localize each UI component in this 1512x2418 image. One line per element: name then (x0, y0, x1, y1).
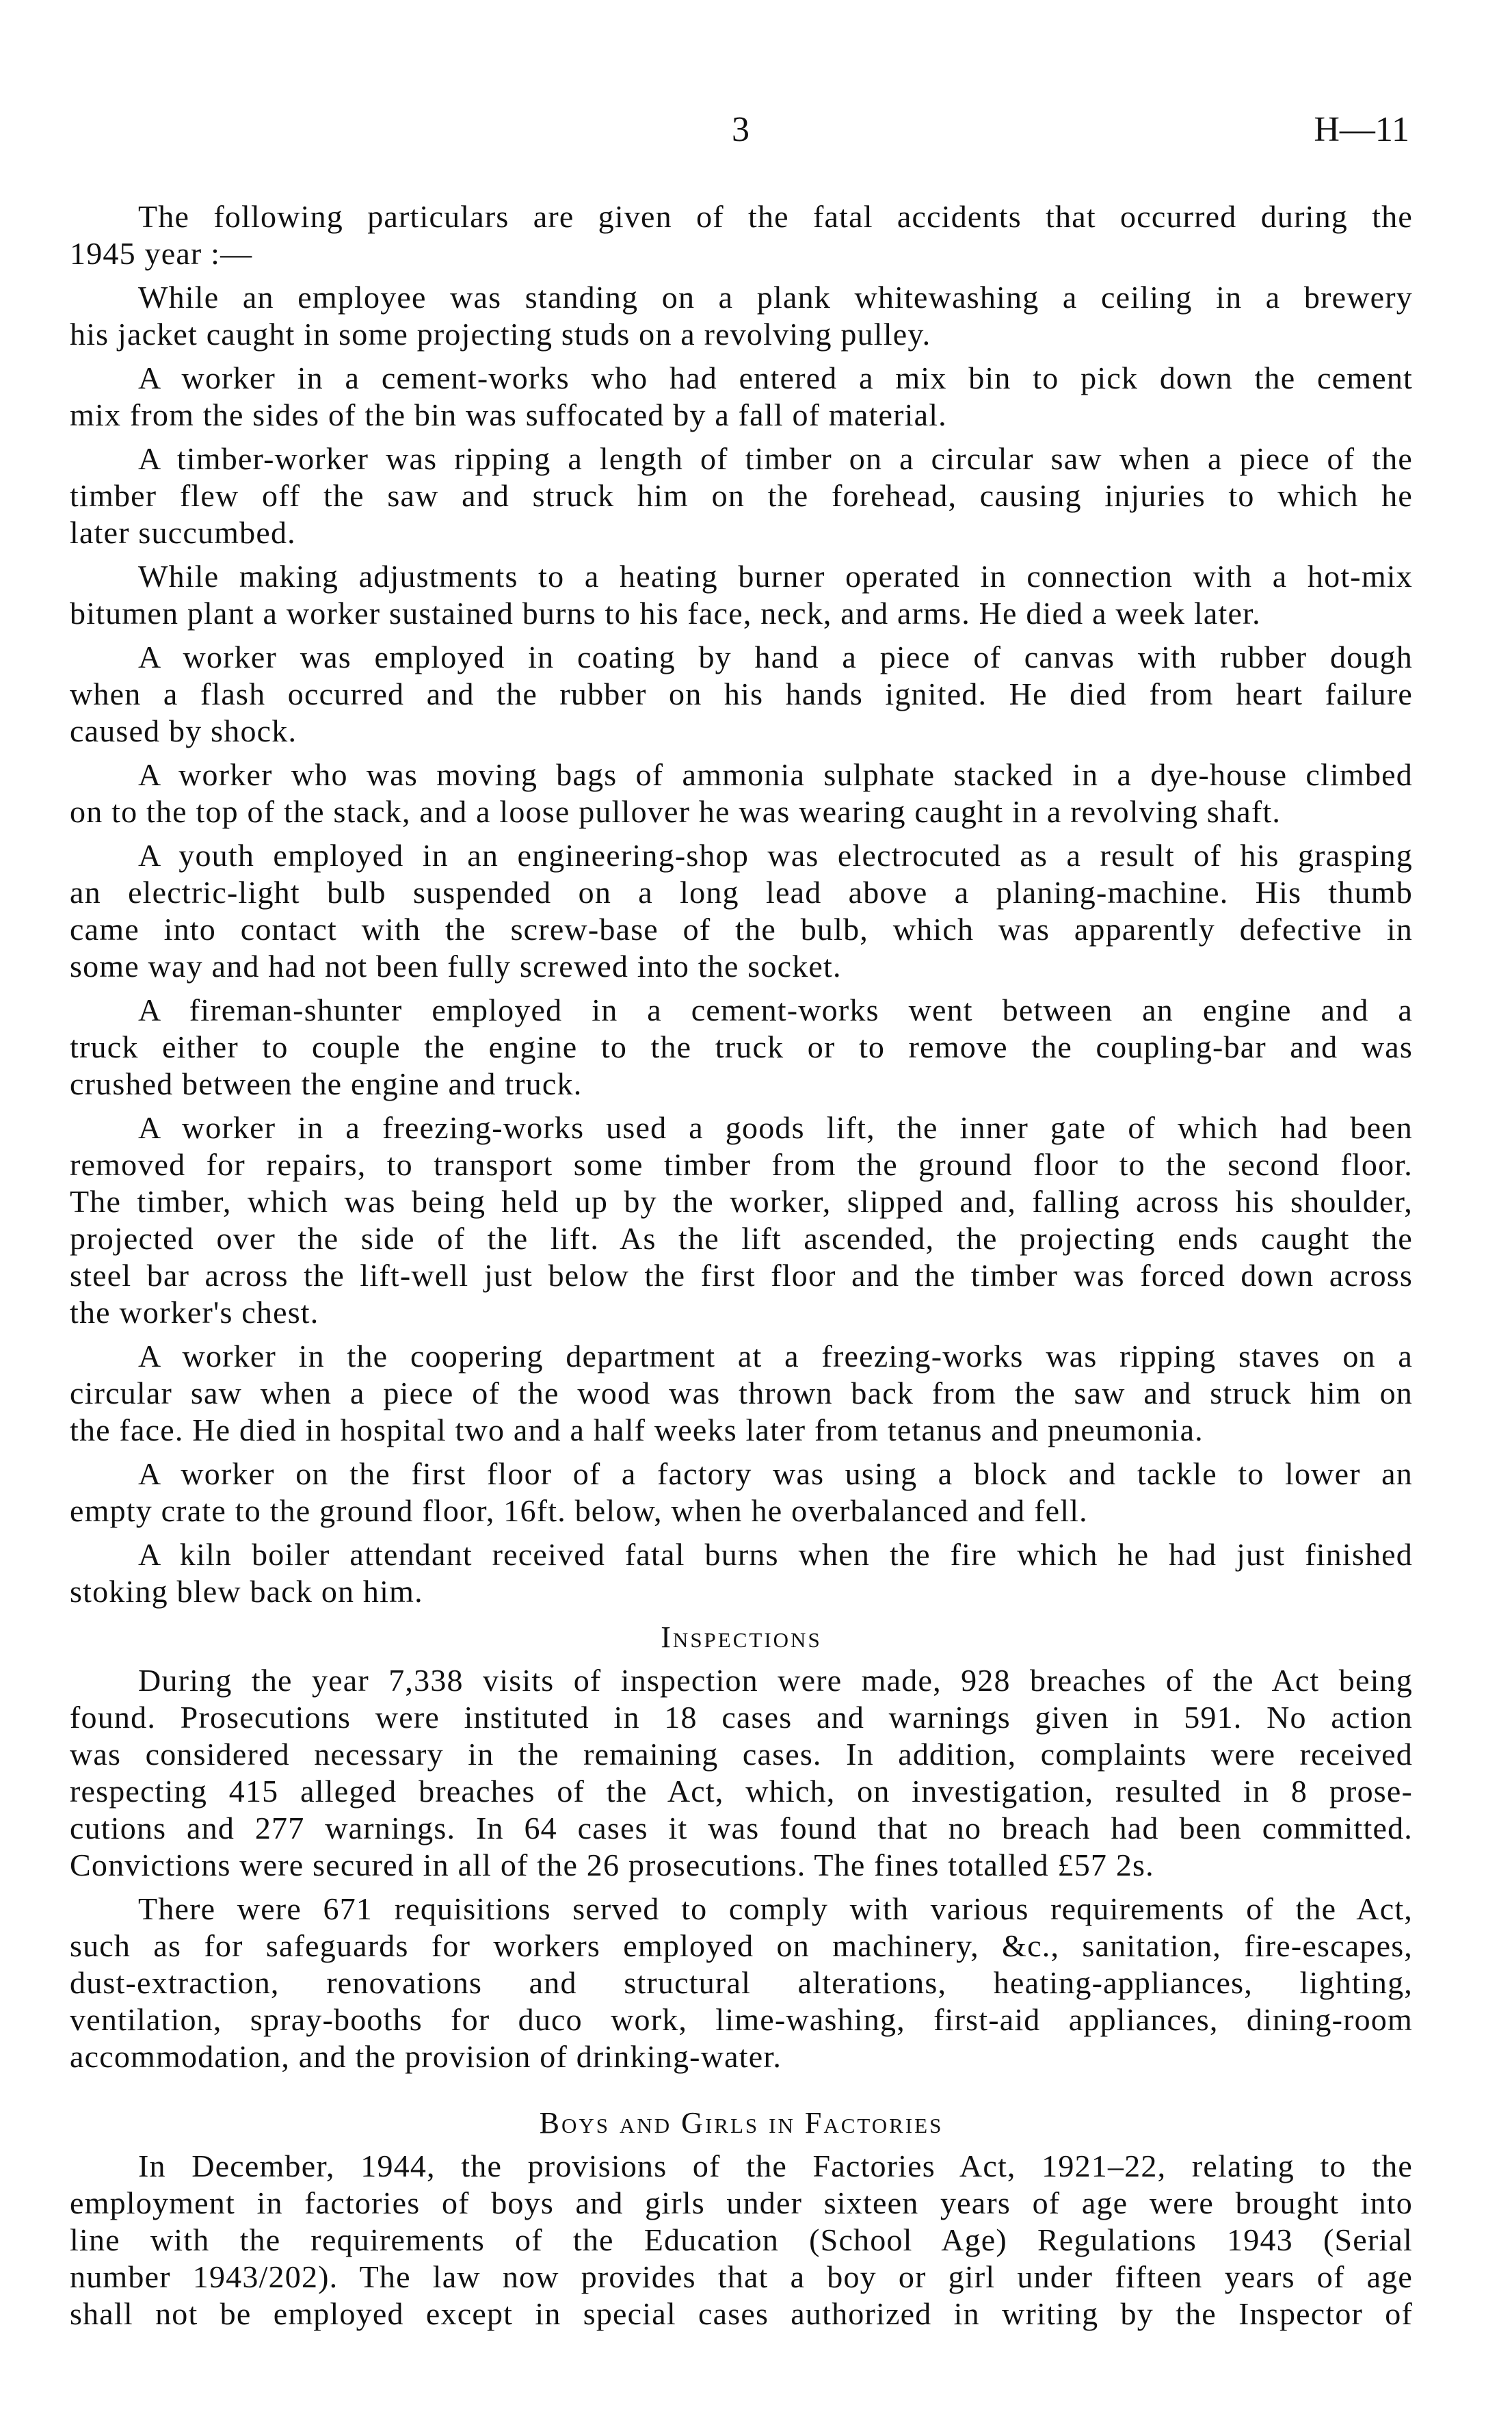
document-reference: H—11 (1314, 110, 1409, 149)
paragraph (70, 1456, 1413, 1529)
text-line: A fireman-shunter employed in a cement-works went between an engine and a (138, 993, 1413, 1027)
text-line: In December, 1944, the provisions of the Factories Act, 1921–22, relating to the (138, 2148, 1413, 2183)
text-line: The timber, which was being held up by the worker, slipped and, falling across his shoulder, (70, 1184, 1413, 1219)
text-line: cutions and 277 warnings. In 64 cases it was found that no breach had been committed. (70, 1811, 1413, 1845)
text-line: empty crate to the ground floor, 16ft. below, when he overbalanced and fell. (70, 1493, 1088, 1528)
text-line: an electric-light bulb suspended on a long lead above a planing-machine. His thumb (70, 875, 1413, 910)
paragraph (70, 558, 1413, 632)
paragraph (70, 2148, 1413, 2332)
text-line: A worker was employed in coating by hand a piece of canvas with rubber dough (138, 640, 1413, 674)
text-line: employment in factories of boys and girls under sixteen years of age were brought into (70, 2185, 1413, 2220)
text-line: During the year 7,338 visits of inspection were made, 928 breaches of the Act being (138, 1663, 1413, 1698)
paragraph (70, 1891, 1413, 2075)
text-line: projected over the side of the lift. As the lift ascended, the projecting ends caught the (70, 1221, 1413, 1256)
text-line: While making adjustments to a heating burner operated in connection with a hot-mix (138, 559, 1413, 594)
text-line: There were 671 requisitions served to comply with various requirements of the Act, (138, 1891, 1413, 1926)
text-line: came into contact with the screw-base of the bulb, which was apparently defective in (70, 912, 1413, 947)
text-line: ventilation, spray-booths for duco work, lime-washing, first-aid appliances, dining-room (70, 2002, 1413, 2037)
paragraph (70, 757, 1413, 830)
text-line: removed for repairs, to transport some timber from the ground floor to the second floor. (70, 1147, 1413, 1182)
paragraph (70, 279, 1413, 353)
text-line: A timber-worker was ripping a length of timber on a circular saw when a piece of the (138, 441, 1413, 476)
text-line: Convictions were secured in all of the 26 prosecutions. The fines totalled £57 2s. (70, 1848, 1154, 1882)
paragraph (70, 1662, 1413, 1884)
text-line: timber flew off the saw and struck him on the forehead, causing injuries to which he (70, 478, 1413, 513)
text-line: respecting 415 alleged breaches of the Act, which, on investigation, resulted in 8 prose- (70, 1774, 1413, 1809)
text-line: was considered necessary in the remaining cases. In addition, complaints were received (70, 1737, 1413, 1772)
text-line: stoking blew back on him. (70, 1574, 423, 1609)
text-line: A kiln boiler attendant received fatal burns when the fire which he had just finished (138, 1537, 1413, 1572)
text-line: A worker in a cement-works who had entered a mix bin to pick down the cement (138, 360, 1413, 395)
paragraph (70, 441, 1413, 551)
text-line: A youth employed in an engineering-shop was electrocuted as a result of his grasping (138, 838, 1413, 873)
text-line: some way and had not been fully screwed into the socket. (70, 949, 842, 984)
text-line: A worker who was moving bags of ammonia sulphate stacked in a dye-house climbed (138, 757, 1413, 792)
text-line: such as for safeguards for workers employed on machinery, &c., sanitation, fire-escapes, (70, 1928, 1413, 1963)
paragraph (70, 1536, 1413, 1610)
text-line: later succumbed. (70, 515, 296, 550)
paragraph (70, 1338, 1413, 1449)
text-line: A worker in a freezing-works used a goods lift, the inner gate of which had been (138, 1110, 1413, 1145)
text-line: shall not be employed except in special cases authorized in writing by the Inspector of (70, 2296, 1413, 2331)
paragraph (70, 1109, 1413, 1331)
text-line: mix from the sides of the bin was suffocated by a fall of material. (70, 397, 947, 432)
section-heading: Inspections (661, 1620, 822, 1654)
paragraph (70, 992, 1413, 1103)
paragraph (70, 639, 1413, 750)
document-body (70, 198, 1413, 2339)
text-line: dust-extraction, renovations and structural alterations, heating-appliances, lighting, (70, 1965, 1413, 2000)
text-line: line with the requirements of the Education (School Age) Regulations 1943 (Serial (70, 2222, 1413, 2257)
page-number: 3 (732, 110, 750, 149)
text-line: number 1943/202). The law now provides that a boy or girl under fifteen years of age (70, 2259, 1413, 2294)
text-line: found. Prosecutions were instituted in 18 cases and warnings given in 591. No action (70, 1700, 1413, 1735)
text-line: The following particulars are given of the fatal accidents that occurred during the (138, 199, 1413, 234)
paragraph (70, 837, 1413, 985)
text-line: the face. He died in hospital two and a half weeks later from tetanus and pneumonia. (70, 1412, 1204, 1447)
text-line: the worker's chest. (70, 1295, 319, 1330)
text-line: when a flash occurred and the rubber on his hands ignited. He died from heart failure (70, 676, 1413, 711)
text-line: his jacket caught in some projecting studs on a revolving pulley. (70, 317, 931, 352)
paragraph (70, 360, 1413, 434)
text-line: A worker on the first floor of a factory was using a block and tackle to lower an (138, 1456, 1413, 1491)
text-line: circular saw when a piece of the wood was thrown back from the saw and struck him on (70, 1376, 1413, 1410)
text-line: accommodation, and the provision of drinking-water. (70, 2039, 782, 2074)
text-line: crushed between the engine and truck. (70, 1066, 583, 1101)
section-heading: Boys and Girls in Factories (539, 2106, 944, 2140)
text-line: caused by shock. (70, 713, 297, 748)
text-line: truck either to couple the engine to the truck or to remove the coupling-bar and was (70, 1029, 1413, 1064)
text-line: steel bar across the lift-well just below the first floor and the timber was forced down across (70, 1258, 1413, 1293)
paragraph (70, 198, 1413, 272)
text-line: on to the top of the stack, and a loose pullover he was wearing caught in a revolving shaft. (70, 794, 1282, 829)
text-line: 1945 year :— (70, 236, 253, 271)
text-line: While an employee was standing on a plank whitewashing a ceiling in a brewery (138, 280, 1413, 315)
text-line: A worker in the coopering department at a freezing-works was ripping staves on a (138, 1339, 1413, 1374)
text-line: bitumen plant a worker sustained burns to his face, neck, and arms. He died a week later. (70, 596, 1261, 631)
